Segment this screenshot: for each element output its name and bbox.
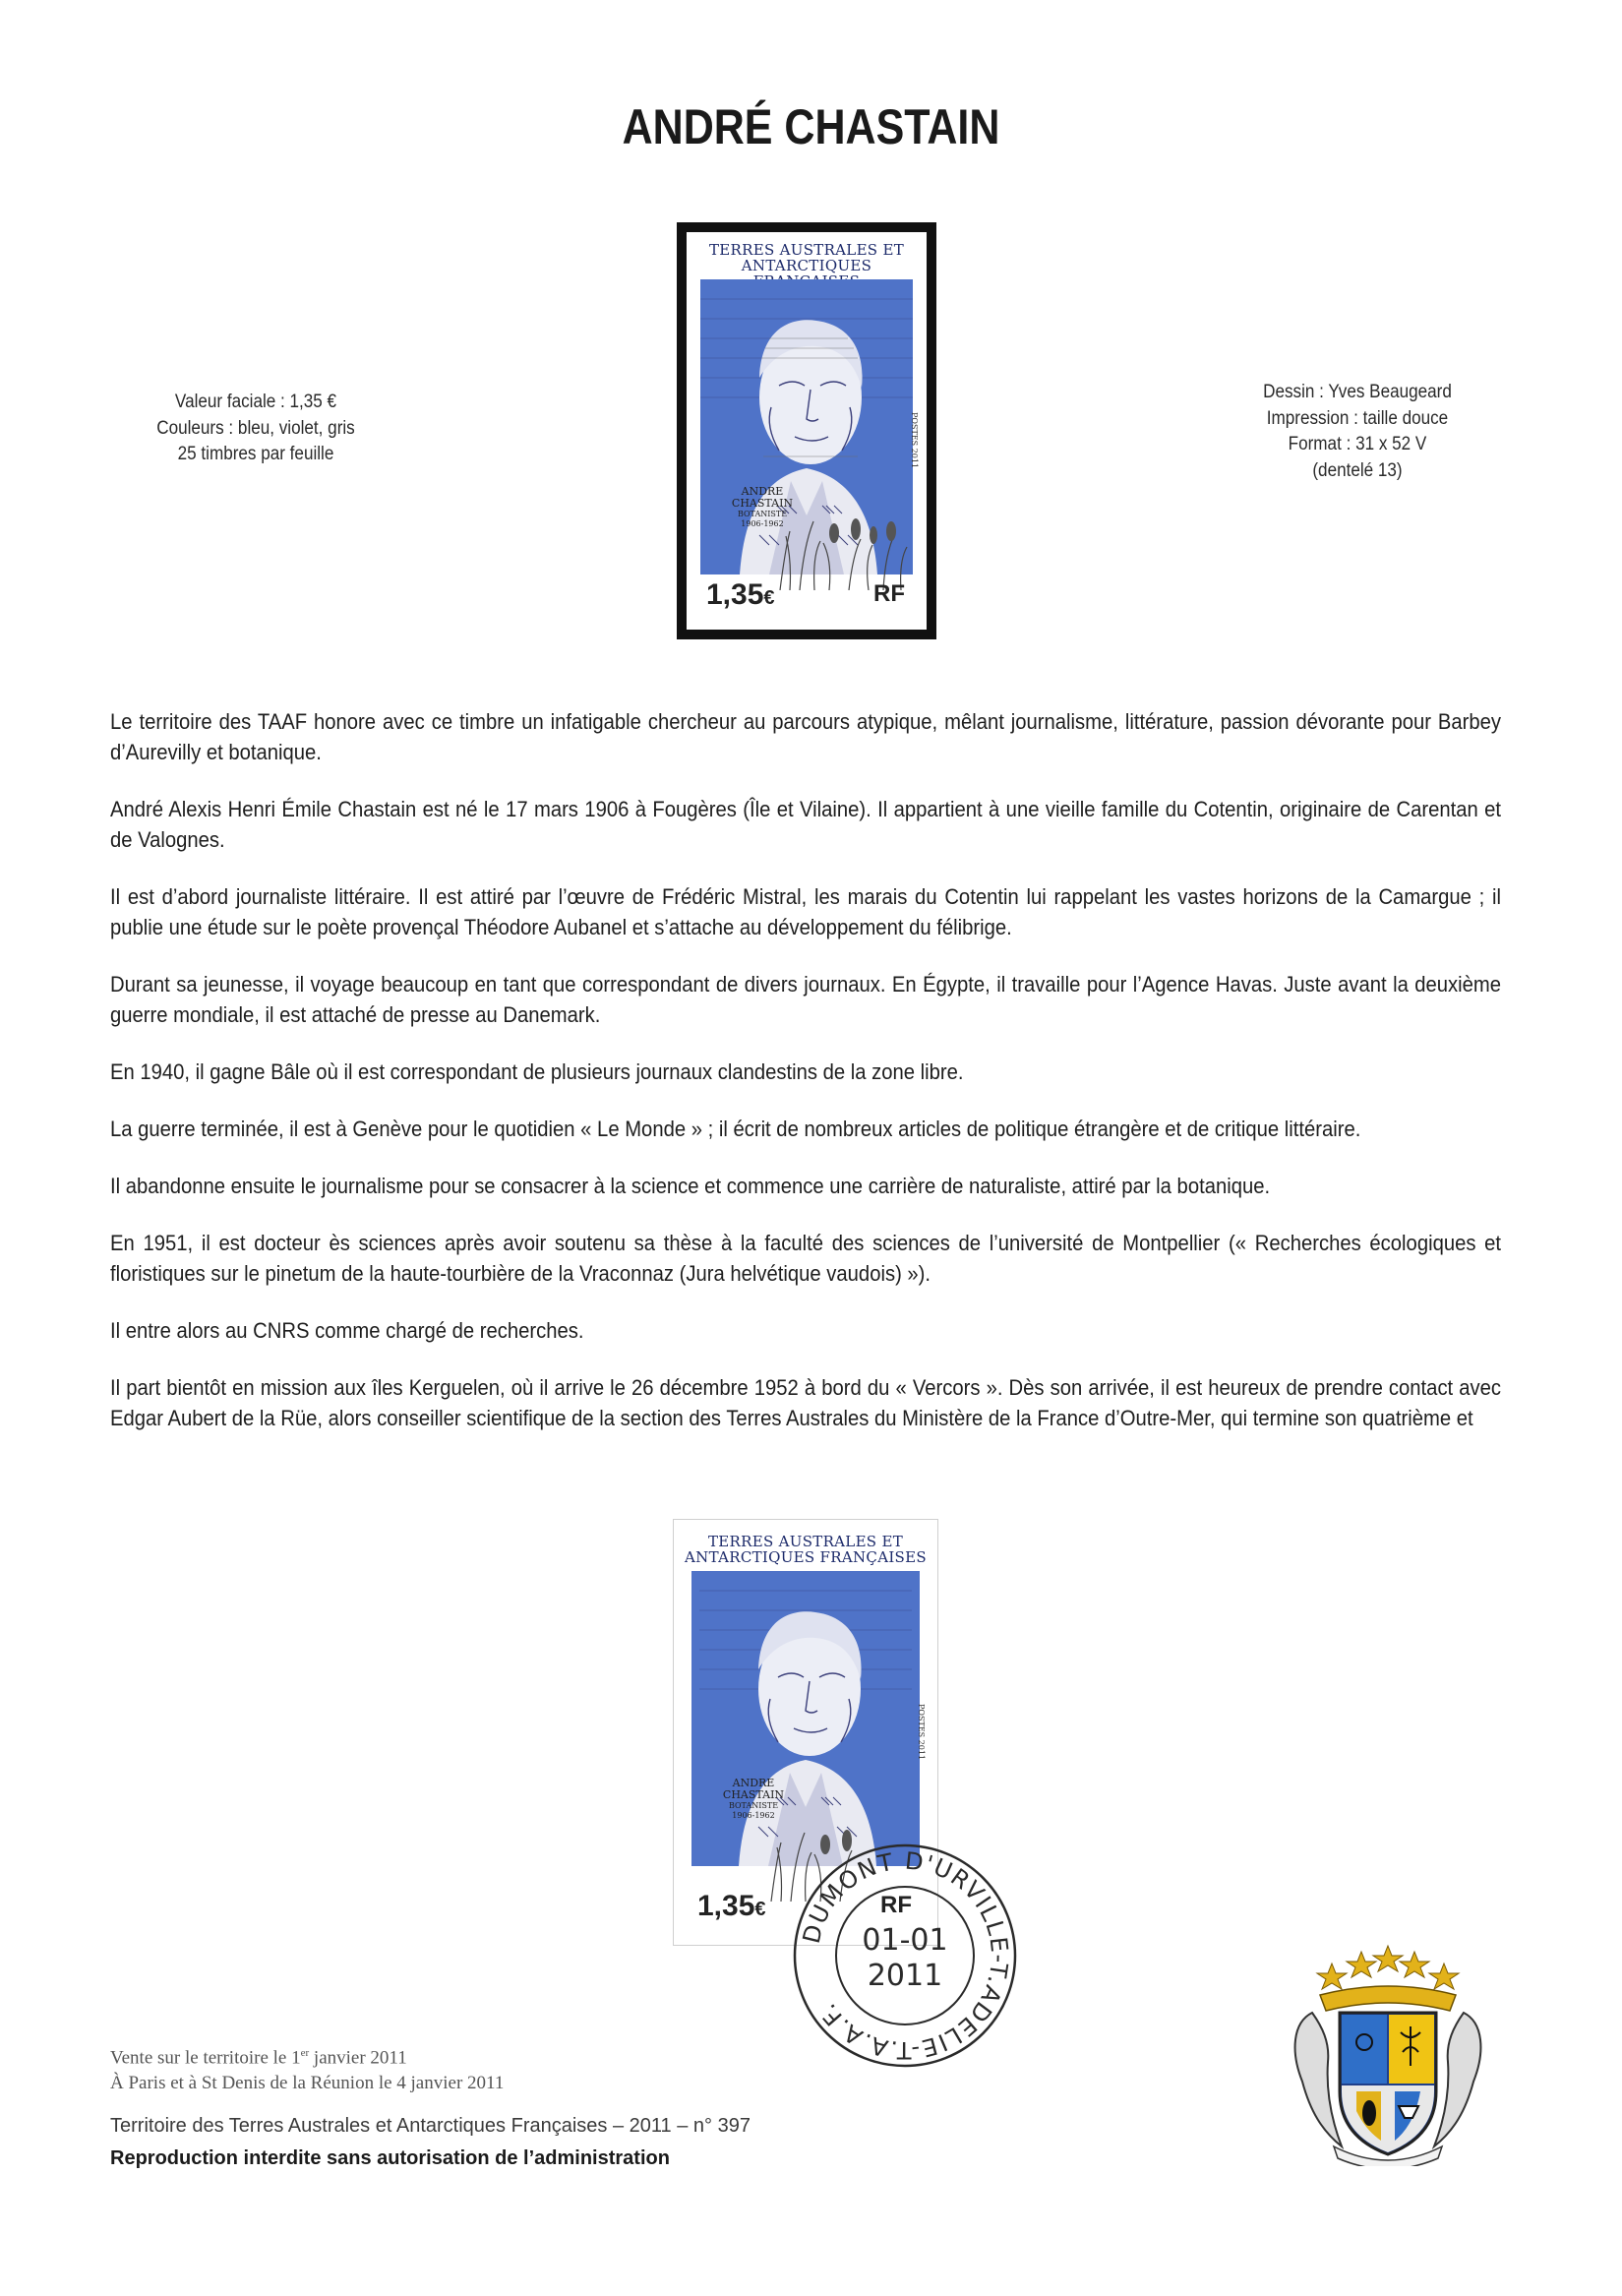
reproduction-notice: Reproduction interdite sans autorisation de l’administration [110, 2147, 670, 2169]
sale-territory-date: janvier 2011 [309, 2047, 407, 2069]
stamp-name-last: CHASTAIN [731, 497, 794, 510]
design-spec: Dessin : Yves Beaugeard [1263, 382, 1452, 402]
stamp-specs-left [132, 390, 380, 468]
paragraph: En 1940, il gagne Bâle où il est correspondant de plusieurs journaux clandestins de la zone libre. [110, 1059, 964, 1084]
stamp-face-value [697, 1890, 766, 1923]
postmark-date: 01-01 [862, 1923, 948, 1958]
stamp-header-line: TERRES AUSTRALES ET [707, 1533, 904, 1550]
stamp-image-top [677, 222, 936, 639]
stamp-profession: BOTANISTE [737, 510, 788, 518]
sale-territory-text: Vente sur le territoire le 1 [110, 2047, 301, 2069]
stamp-value-number: 1,35 [697, 1890, 755, 1922]
stamp-header [678, 1534, 933, 1565]
stamp-header-line: ANTARCTIQUES [741, 257, 872, 274]
stamp-header-line: TERRES AUSTRALES ET [708, 241, 905, 259]
stamp-rf-mark: RF [873, 580, 905, 607]
paragraph: Le territoire des TAAF honore avec ce timbre un infatigable chercheur au parcours atypique, mêlant journalisme, littérature, passion dévorante pour Barbey d’Aurevilly et botanique. [110, 709, 1502, 764]
taaf-coat-of-arms-icon [1283, 1944, 1493, 2166]
postmark-ring-text: DUMONT D'URVILLE-T.ADELIE-T.A.A.F. [797, 1846, 1014, 2065]
stamp-life-years: 1906-1962 [741, 519, 784, 528]
stamp-profession: BOTANISTE [728, 1801, 779, 1810]
stamp-value-currency: € [763, 587, 775, 609]
paragraph: La guerre terminée, il est à Genève pour le quotidien « Le Monde » ; il écrit de nombreux articles de politique étrangère et de critique littéraire. [110, 1117, 1361, 1141]
article-body [110, 706, 1501, 1460]
stamp-name-first: ANDRE [741, 485, 784, 498]
stamp-value-number: 1,35 [706, 578, 764, 611]
territory-issue-line: Territoire des Terres Australes et Antarctiques Françaises – 2011 – n° 397 [110, 2115, 751, 2137]
paragraph: André Alexis Henri Émile Chastain est né le 17 mars 1906 à Fougères (Île et Vilaine). Il appartient à une vieille famille du Cotentin, originaire de Carentan et de Valognes. [110, 797, 1502, 852]
paragraph: Il entre alors au CNRS comme chargé de recherches. [110, 1318, 584, 1343]
stamp-issue-year: POSTES 2011 [917, 1704, 926, 1760]
colors-spec: Couleurs : bleu, violet, gris [156, 417, 355, 439]
ordinal-suffix: er [300, 2047, 310, 2059]
stamp-name-block [709, 1778, 798, 1821]
postmark-year: 2011 [867, 1959, 943, 1993]
paragraph: Durant sa jeunesse, il voyage beaucoup en tant que correspondant de divers journaux. En Égypte, il travaille pour l’Agence Havas. Juste avant la deuxième guerre mondiale, il est attaché de presse au Danemark. [110, 972, 1502, 1027]
stamp-name-first: ANDRE [732, 1777, 775, 1789]
perforation-spec: (dentelé 13) [1312, 459, 1403, 481]
face-value-spec: Valeur faciale : 1,35 € [174, 392, 337, 412]
paragraph: En 1951, il est docteur ès sciences après avoir soutenu sa thèse à la faculté des sciences de l’université de Montpellier (« Recherches écologiques et floristiques sur le pinetum de la haute-tourbière de la Vraconnaz (Jura helvétique vaudois) »). [110, 1231, 1502, 1286]
stamp-life-years: 1906-1962 [732, 1811, 775, 1820]
stamp-name-last: CHASTAIN [722, 1788, 785, 1801]
grass-penguins-engraving [775, 512, 913, 590]
postmark-cancellation [787, 1838, 1023, 2074]
stamp-value-currency: € [754, 1899, 766, 1920]
format-spec: Format : 31 x 52 V [1288, 434, 1427, 454]
paragraph: Il part bientôt en mission aux îles Kerguelen, où il arrive le 26 décembre 1952 à bord du « Vercors ». Dès son arrivée, il est heureux de prendre contact avec Edgar Aubert de la Rüe, alors conseiller scientifique de la section des Terres Australes du Ministère de la France d’Outre-Mer, qui termine son quatrième et [110, 1375, 1502, 1430]
paragraph: Il est d’abord journaliste littéraire. Il est attiré par l’œuvre de Frédéric Mistral, les marais du Cotentin lui rappelant les vastes horizons de la Camargue ; il publie une étude sur le poète provençal Théodore Aubanel et s’attache au développement du félibrige. [110, 884, 1502, 939]
sheet-count-spec: 25 timbres par feuille [177, 444, 334, 464]
paragraph: Il abandonne ensuite le journalisme pour se consacrer à la science et commence une carrière de naturaliste, attiré par la botanique. [110, 1174, 1271, 1198]
sale-paris-line: À Paris et à St Denis de la Réunion le 4 janvier 2011 [110, 2073, 505, 2094]
portrait-engraving [691, 1571, 920, 1866]
page-title: ANDRÉ CHASTAIN [622, 99, 1000, 154]
stamp-face-value [706, 578, 775, 612]
sale-territory-line [110, 2040, 504, 2071]
stamp-blue-background [691, 1571, 920, 1866]
stamp-specs-right [1225, 380, 1490, 484]
stamp-issue-year: POSTES 2011 [910, 412, 919, 468]
sale-dates [110, 2040, 504, 2096]
stamp-rf-mark: RF [880, 1892, 912, 1918]
stamp-header-line: ANTARCTIQUES FRANÇAISES [685, 1548, 927, 1566]
printing-spec: Impression : taille douce [1266, 407, 1449, 429]
